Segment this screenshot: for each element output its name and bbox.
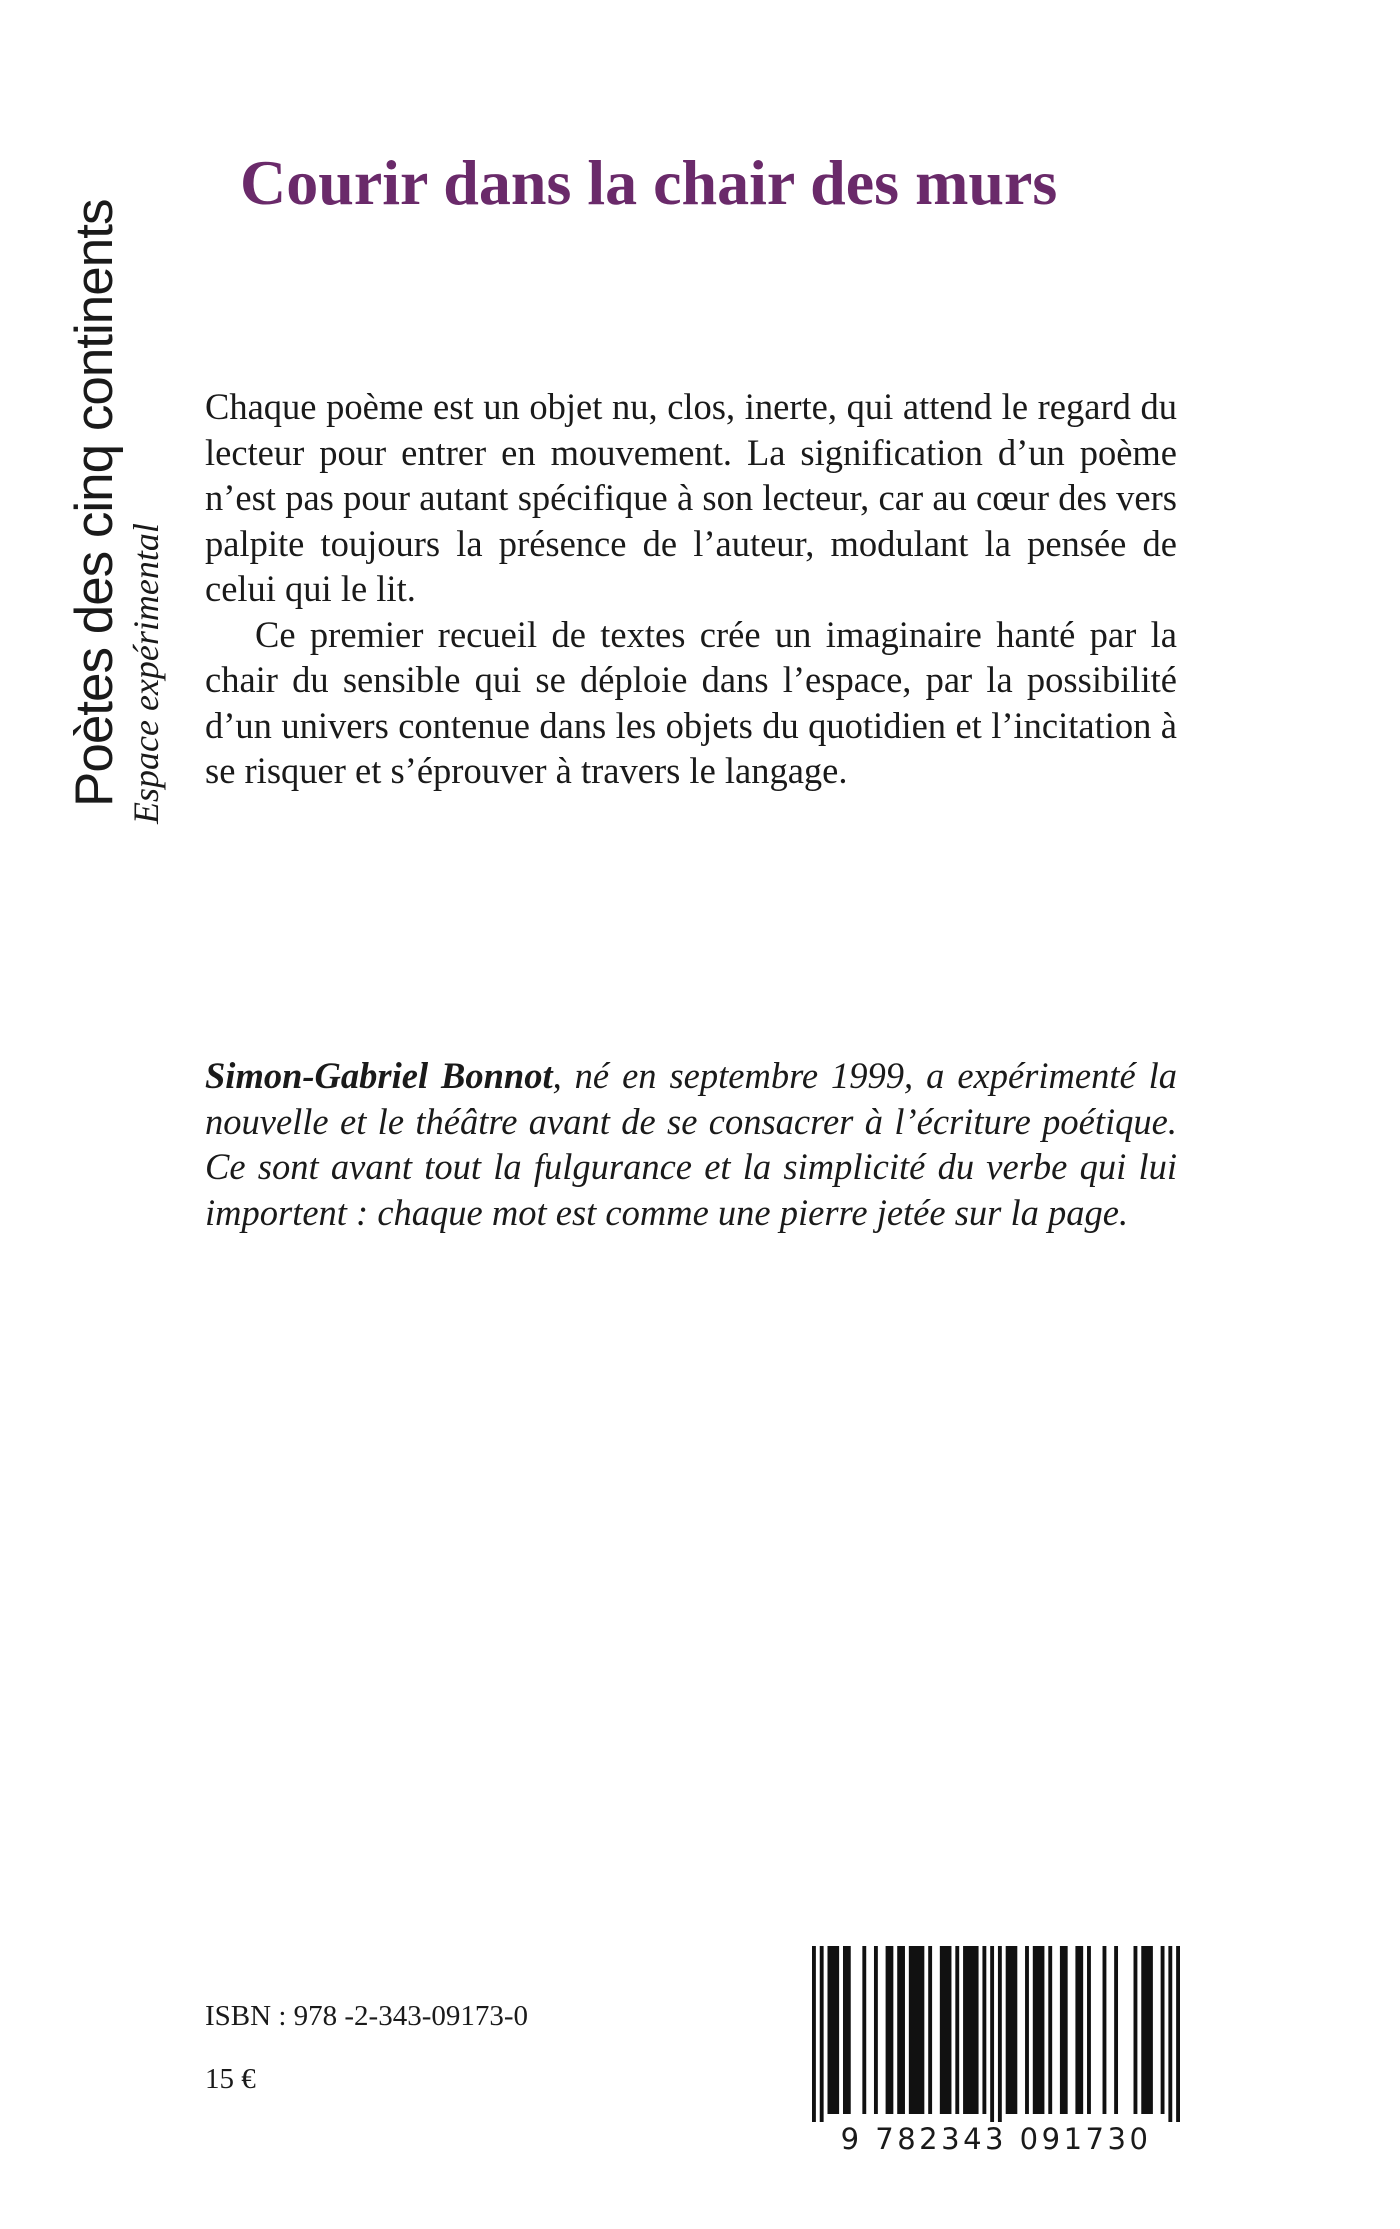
barcode-bar: [1103, 1946, 1107, 2114]
barcode-bar: [1048, 1946, 1052, 2114]
barcode-guard-bar: [820, 1946, 824, 2122]
barcode-bar: [940, 1946, 952, 2114]
blurb-paragraph: Ce premier recueil de textes crée un imaginaire hanté par la chair du sensible qui se déploie dans l’espace, par la possibilité d’un univers contenue dans les objets du quotidien et l’incitation à se risquer et s’éprouver à travers le langage.: [205, 613, 1177, 791]
author-bio-text: , né en septembre 1999, a expérimenté la nouvelle et le théâtre avant de se consacrer à l’écriture poétique. Ce sont avant tout la fulgurance et la simplicité du verbe qui lui importent : chaque mot est comme une pierre jetée sur la page.: [205, 1055, 1177, 1233]
barcode-bar: [1141, 1946, 1153, 2114]
price: 15 €: [205, 2063, 256, 2095]
barcode-guard-bar: [990, 1946, 994, 2122]
barcode-bar: [874, 1946, 878, 2114]
barcode-bar: [1134, 1946, 1138, 2114]
barcode-bar: [1161, 1946, 1165, 2114]
barcode-bar: [843, 1946, 851, 2114]
barcode-guard-bar: [998, 1946, 1002, 2122]
author-bio: [205, 1053, 1177, 1235]
barcode-bar: [963, 1946, 978, 2114]
author-name: Simon-Gabriel Bonnot: [205, 1055, 553, 1096]
barcode-bar: [1025, 1946, 1029, 2114]
barcode-bar: [827, 1946, 839, 2114]
barcode-bar: [928, 1946, 932, 2114]
spine-text: [28, 140, 168, 860]
blurb-paragraph: Chaque poème est un objet nu, clos, inerte, qui attend le regard du lecteur pour entrer en mouvement. La signification d’un poème n’est pas pour autant spécifique à son lecteur, car au cœur des vers palpite toujours la présence de l’auteur, modulant la pensée de celui qui le lit.: [205, 386, 1177, 609]
barcode-digits: 9 782343 091730: [840, 2122, 1152, 2156]
barcode: [812, 1946, 1180, 2156]
barcode-bar: [1087, 1946, 1091, 2114]
barcode-guard-bar: [1176, 1946, 1180, 2122]
series-name: Poètes des cinq continents: [65, 199, 124, 807]
barcode-bar: [1033, 1946, 1045, 2114]
barcode-bar: [982, 1946, 986, 2114]
blurb: [205, 384, 1177, 794]
barcode-bar: [1060, 1946, 1068, 2114]
book-title: Courir dans la chair des murs: [240, 146, 1058, 218]
barcode-guard-bar: [812, 1946, 816, 2122]
barcode-bar: [886, 1946, 894, 2114]
barcode-guard-bar: [1168, 1946, 1172, 2122]
barcode-bar: [1075, 1946, 1083, 2114]
barcode-bar: [955, 1946, 959, 2114]
barcode-bar: [909, 1946, 924, 2114]
barcode-bar: [1006, 1946, 1018, 2114]
barcode-bar: [862, 1946, 866, 2114]
isbn: ISBN : 978 -2-343-09173-0: [205, 2000, 529, 2032]
barcode-bars: [812, 1946, 1180, 2122]
subseries-name: Espace expérimental: [126, 523, 166, 824]
barcode-bar: [897, 1946, 905, 2114]
barcode-bar: [1114, 1946, 1118, 2114]
